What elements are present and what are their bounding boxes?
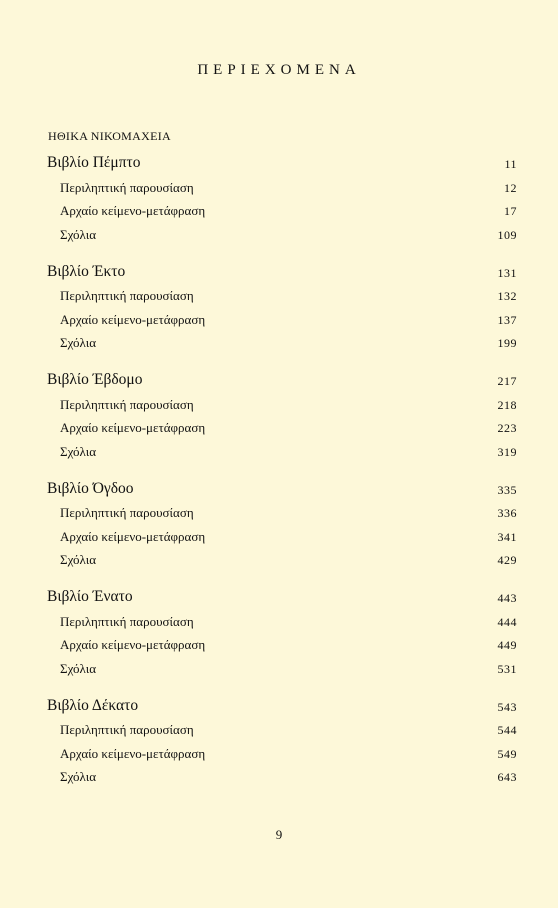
entry-page-number: 17 (504, 204, 517, 218)
entry-label: Αρχαίο κείμενο-μετάφραση (60, 528, 206, 544)
page-title: ΠΕΡΙΕΧΟΜΕΝΑ (197, 62, 361, 78)
toc-entry (0, 764, 558, 788)
entry-label: Αρχαίο κείμενο-μετάφραση (60, 203, 206, 218)
entry-page-number: 137 (497, 312, 517, 327)
toc-entry (0, 283, 558, 307)
toc-entry (0, 330, 558, 354)
book-section (0, 474, 558, 571)
entry-label: Περιληπτική παρουσίαση (60, 505, 194, 520)
entry-page-number: 449 (497, 638, 517, 652)
book-page-number: 217 (497, 374, 517, 388)
entry-page-number: 336 (497, 506, 517, 520)
book-title: Βιβλίο Έβδομο (47, 371, 143, 388)
toc-entry (0, 221, 558, 245)
entry-label: Περιληπτική παρουσίαση (60, 288, 194, 303)
entry-label: Περιληπτική παρουσίαση (60, 396, 194, 412)
entry-page-number: 531 (497, 661, 517, 676)
entry-page-number: 218 (497, 397, 517, 412)
book-title: Βιβλίο Ένατο (47, 588, 133, 605)
book-title: Βιβλίο Δέκατο (47, 696, 139, 714)
toc-entry (0, 438, 558, 462)
book-section (0, 582, 558, 679)
entry-page-number: 12 (504, 180, 517, 195)
toc-entry (0, 547, 558, 571)
entry-label: Σχόλια (60, 552, 97, 567)
entry-page-number: 109 (497, 227, 517, 242)
book-title-row (0, 365, 558, 391)
entry-label: Περιληπτική παρουσίαση (60, 722, 194, 737)
toc-entry (0, 500, 558, 524)
entry-label: Σχόλια (60, 660, 97, 676)
book-section (0, 365, 558, 462)
entry-label: Σχόλια (60, 443, 97, 459)
book-title-row (0, 582, 558, 608)
book-page-number: 335 (497, 482, 517, 497)
section-heading: ΗΘΙΚΑ ΝΙΚΟΜΑΧΕΙΑ (48, 129, 171, 143)
entry-page-number: 429 (497, 553, 517, 567)
book-title-row (0, 148, 558, 174)
toc-entry (0, 523, 558, 547)
book-section (0, 257, 558, 354)
entry-page-number: 223 (497, 421, 517, 435)
entry-page-number: 132 (497, 289, 517, 303)
table-of-contents (0, 148, 558, 799)
entry-label: Σχόλια (60, 769, 97, 784)
toc-entry (0, 740, 558, 764)
toc-entry (0, 306, 558, 330)
book-title-row (0, 257, 558, 283)
toc-entry (0, 608, 558, 632)
book-section (0, 691, 558, 788)
entry-page-number: 199 (497, 336, 517, 350)
book-page-number: 11 (504, 157, 517, 171)
entry-page-number: 544 (497, 723, 517, 737)
toc-entry (0, 717, 558, 741)
book-page-number: 543 (497, 699, 517, 714)
entry-page-number: 444 (497, 614, 517, 629)
entry-page-number: 319 (497, 444, 517, 459)
toc-entry (0, 655, 558, 679)
entry-page-number: 643 (497, 770, 517, 784)
entry-page-number: 549 (497, 746, 517, 761)
book-page-number: 443 (497, 591, 517, 605)
book-title-row (0, 474, 558, 500)
toc-entry (0, 198, 558, 222)
entry-label: Περιληπτική παρουσίαση (60, 613, 194, 629)
toc-entry (0, 391, 558, 415)
entry-label: Αρχαίο κείμενο-μετάφραση (60, 637, 206, 652)
book-title-row (0, 691, 558, 717)
toc-entry (0, 174, 558, 198)
book-title: Βιβλίο Πέμπτο (47, 154, 141, 171)
toc-entry (0, 632, 558, 656)
book-title: Βιβλίο Έκτο (47, 262, 126, 280)
page-number: 9 (275, 827, 283, 842)
entry-label: Σχόλια (60, 226, 97, 242)
entry-page-number: 341 (497, 529, 517, 544)
book-title: Βιβλίο Όγδοο (47, 479, 134, 497)
toc-entry (0, 415, 558, 439)
entry-label: Σχόλια (60, 335, 97, 350)
entry-label: Αρχαίο κείμενο-μετάφραση (60, 420, 206, 435)
entry-label: Περιληπτική παρουσίαση (60, 179, 194, 195)
book-page-number: 131 (497, 265, 517, 280)
book-section (0, 148, 558, 245)
entry-label: Αρχαίο κείμενο-μετάφραση (60, 311, 206, 327)
entry-label: Αρχαίο κείμενο-μετάφραση (60, 745, 206, 761)
